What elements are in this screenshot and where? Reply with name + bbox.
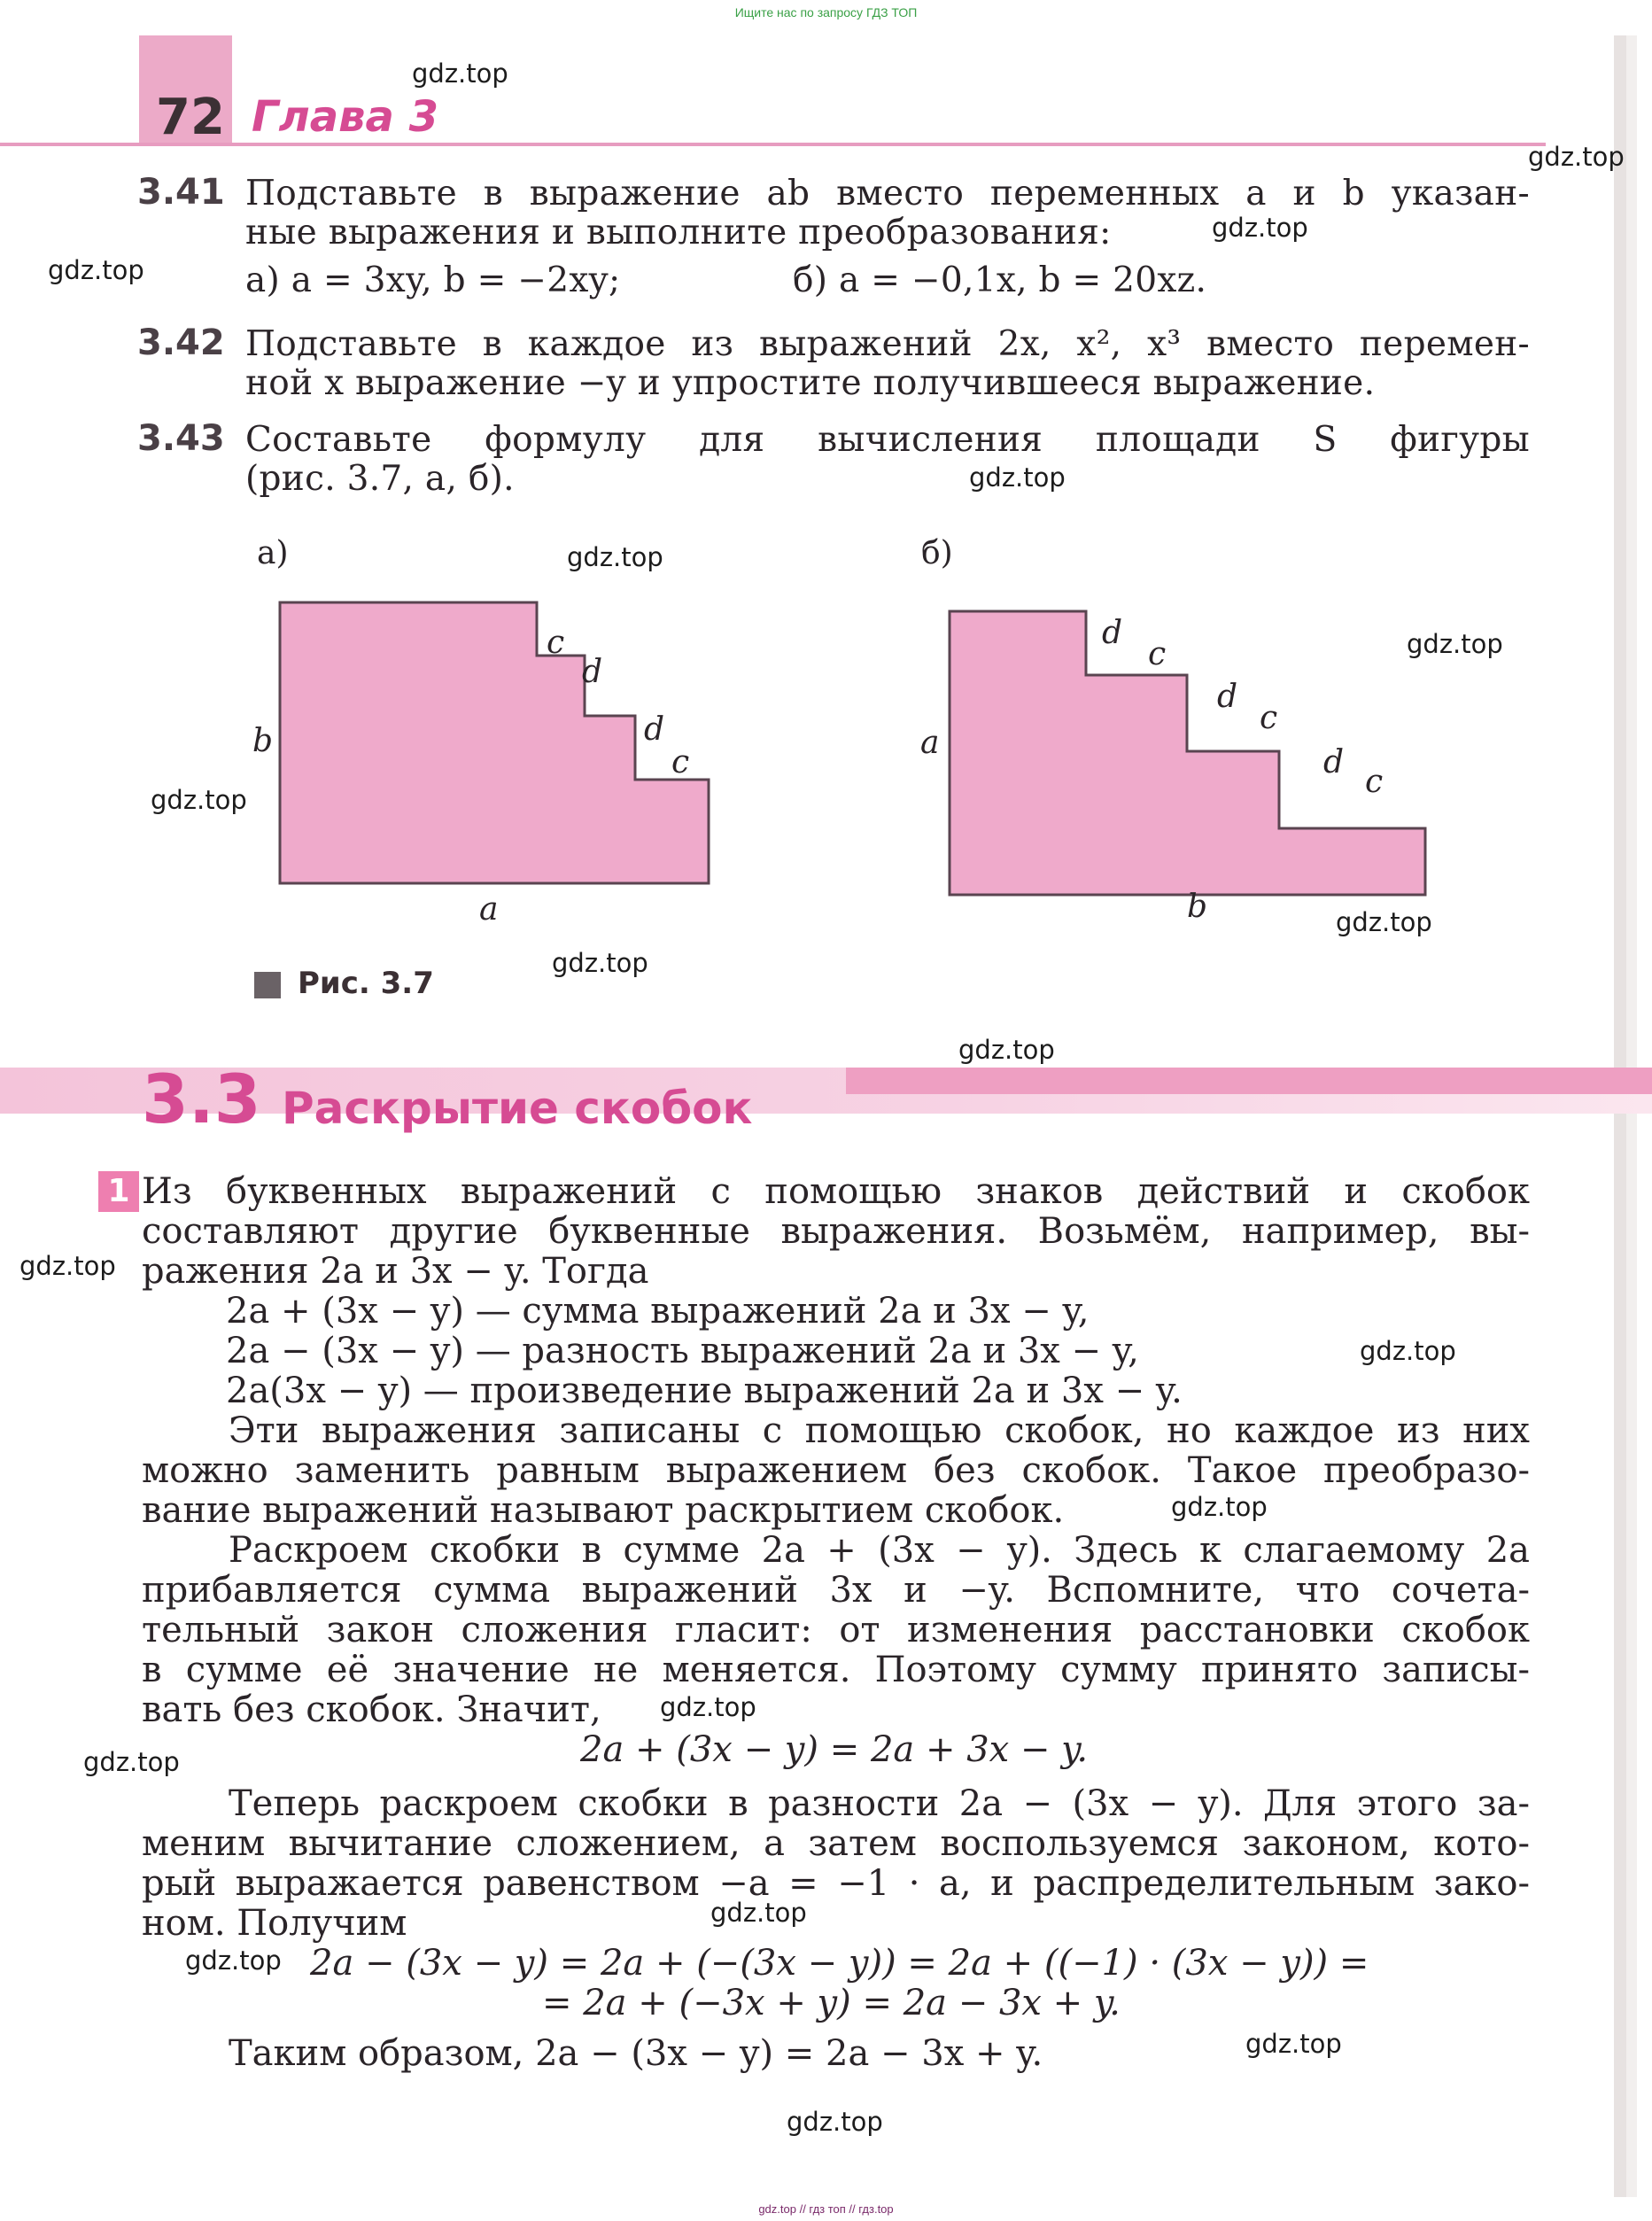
equation: = 2a + (−3x + y) = 2a − 3x + y.	[542, 1983, 1121, 2023]
figure-b-letter: c	[1148, 636, 1167, 672]
watermark: gdz.top	[552, 948, 648, 978]
body-line: Раскроем скобки в сумме 2a + (3x − y). Здесь к слагаемому 2a	[229, 1530, 1530, 1571]
exercise-text-line: Составьте формулу для вычисления площади S фигуры	[245, 420, 1530, 460]
body-line: ном. Получим	[142, 1903, 407, 1944]
body-line: вать без скобок. Значит,	[142, 1689, 601, 1730]
figure-b-letter: a	[920, 725, 940, 761]
watermark: gdz.top	[1245, 2029, 1342, 2059]
body-line: Теперь раскроем скобки в разности 2a − (3x − y). Для этого за-	[229, 1783, 1530, 1824]
body-line: прибавляется сумма выражений 3x и −y. Вспомните, что сочета-	[142, 1570, 1530, 1611]
figure-a-letter: b	[252, 723, 274, 759]
expression-line: 2a − (3x − y) — разность выражений 2a и 3x − y,	[226, 1331, 1139, 1371]
body-line: в сумме её значение не меняется. Поэтому сумму принято записы-	[142, 1650, 1530, 1690]
exercise-text-line: Подставьте в выражение ab вместо переменных a и b указан-	[245, 174, 1530, 214]
equation: 2a + (3x − y) = 2a + 3x − y.	[580, 1729, 1089, 1770]
section-band-accent	[846, 1068, 1652, 1094]
body-line: тельный закон сложения гласит: от изменения расстановки скобок	[142, 1610, 1530, 1650]
body-line: вание выражений называют раскрытием скобок.	[142, 1490, 1065, 1531]
section-title: Раскрытие скобок	[282, 1083, 753, 1134]
exercise-part-a: а) a = 3xy, b = −2xy;	[245, 260, 621, 300]
figure-a	[0, 0, 1652, 975]
exercise-number: 3.42	[137, 322, 225, 363]
figure-caption: Рис. 3.7	[298, 966, 434, 1001]
figure-b-letter: d	[1217, 679, 1238, 715]
watermark: gdz.top	[19, 1251, 116, 1281]
watermark: gdz.top	[1528, 142, 1625, 172]
watermark: gdz.top	[48, 255, 144, 285]
watermark: gdz.top	[1212, 213, 1308, 243]
watermark: gdz.top	[412, 58, 508, 89]
section-number: 3.3	[142, 1060, 261, 1138]
watermark: gdz.top	[1171, 1492, 1268, 1522]
watermark: gdz.top	[660, 1692, 756, 1722]
watermark: gdz.top	[567, 542, 663, 572]
body-line: можно заменить равным выражением без скобок. Такое преобразо-	[142, 1450, 1530, 1491]
figure-b-shape	[950, 611, 1425, 895]
figure-a-letter: a	[479, 891, 499, 928]
exercise-text-line: (рис. 3.7, а, б).	[245, 459, 515, 499]
caption-square-icon	[254, 972, 281, 998]
watermark: gdz.top	[787, 2107, 883, 2137]
exercise-number: 3.43	[137, 418, 225, 459]
watermark: gdz.top	[1407, 629, 1503, 659]
watermark: gdz.top	[83, 1747, 180, 1777]
figure-b-letter: c	[1260, 700, 1278, 736]
page-number: 72	[156, 89, 225, 146]
figure-a-letter: c	[671, 744, 690, 780]
top-note: Ищите нас по запросу ГДЗ ТОП	[734, 5, 918, 19]
exercise-number: 3.41	[137, 172, 225, 213]
equation: 2a − (3x − y) = 2a + (−(3x − y)) = 2a + ((−1) · (3x − y)) =	[310, 1943, 1369, 1984]
chapter-title: Глава 3	[252, 92, 439, 142]
watermark: gdz.top	[958, 1035, 1055, 1065]
body-line: ражения 2a и 3x − y. Тогда	[142, 1251, 649, 1292]
figure-b-letter: c	[1365, 764, 1384, 800]
exercise-text-line: ные выражения и выполните преобразования:	[245, 213, 1112, 252]
watermark: gdz.top	[710, 1898, 807, 1928]
exercise-text-line: Подставьте в каждое из выражений 2x, x², x³ вместо перемен-	[245, 324, 1530, 364]
watermark: gdz.top	[969, 462, 1066, 493]
item-marker: 1	[98, 1171, 139, 1212]
body-line: Эти выражения записаны с помощью скобок, но каждое из них	[229, 1410, 1530, 1451]
body-line: рый выражается равенством −a = −1 · a, и распределительным зако-	[142, 1863, 1530, 1904]
watermark: gdz.top	[185, 1945, 282, 1976]
figure-a-letter: d	[582, 654, 603, 690]
figure-a-letter: c	[547, 625, 565, 661]
exercise-text-line: ной x выражение −y и упростите получившееся выражение.	[245, 363, 1376, 403]
body-line: Из буквенных выражений с помощью знаков действий и скобок	[142, 1171, 1530, 1212]
exercise-part-b: б) a = −0,1x, b = 20xz.	[793, 260, 1207, 300]
body-line: Таким образом, 2a − (3x − y) = 2a − 3x + y.	[229, 2033, 1043, 2074]
figure-b-letter: d	[1102, 615, 1123, 651]
expression-line: 2a(3x − y) — произведение выражений 2a и 3x − y.	[226, 1371, 1183, 1411]
figure-a-letter: d	[644, 711, 665, 748]
figure-label-a: а)	[257, 535, 289, 571]
figure-b-letter: d	[1323, 744, 1345, 780]
bottom-note: gdz.top // гдз топ // гдз.top	[758, 2202, 894, 2216]
watermark: gdz.top	[1336, 907, 1432, 937]
expression-line: 2a + (3x − y) — сумма выражений 2a и 3x − y,	[226, 1291, 1090, 1332]
figure-label-b: б)	[921, 535, 953, 571]
figure-b-letter: b	[1187, 889, 1208, 925]
watermark: gdz.top	[151, 785, 247, 815]
body-line: составляют другие буквенные выражения. Возьмём, например, вы-	[142, 1211, 1530, 1252]
body-line: меним вычитание сложением, а затем воспользуемся законом, кото-	[142, 1823, 1530, 1864]
watermark: gdz.top	[1360, 1336, 1456, 1366]
